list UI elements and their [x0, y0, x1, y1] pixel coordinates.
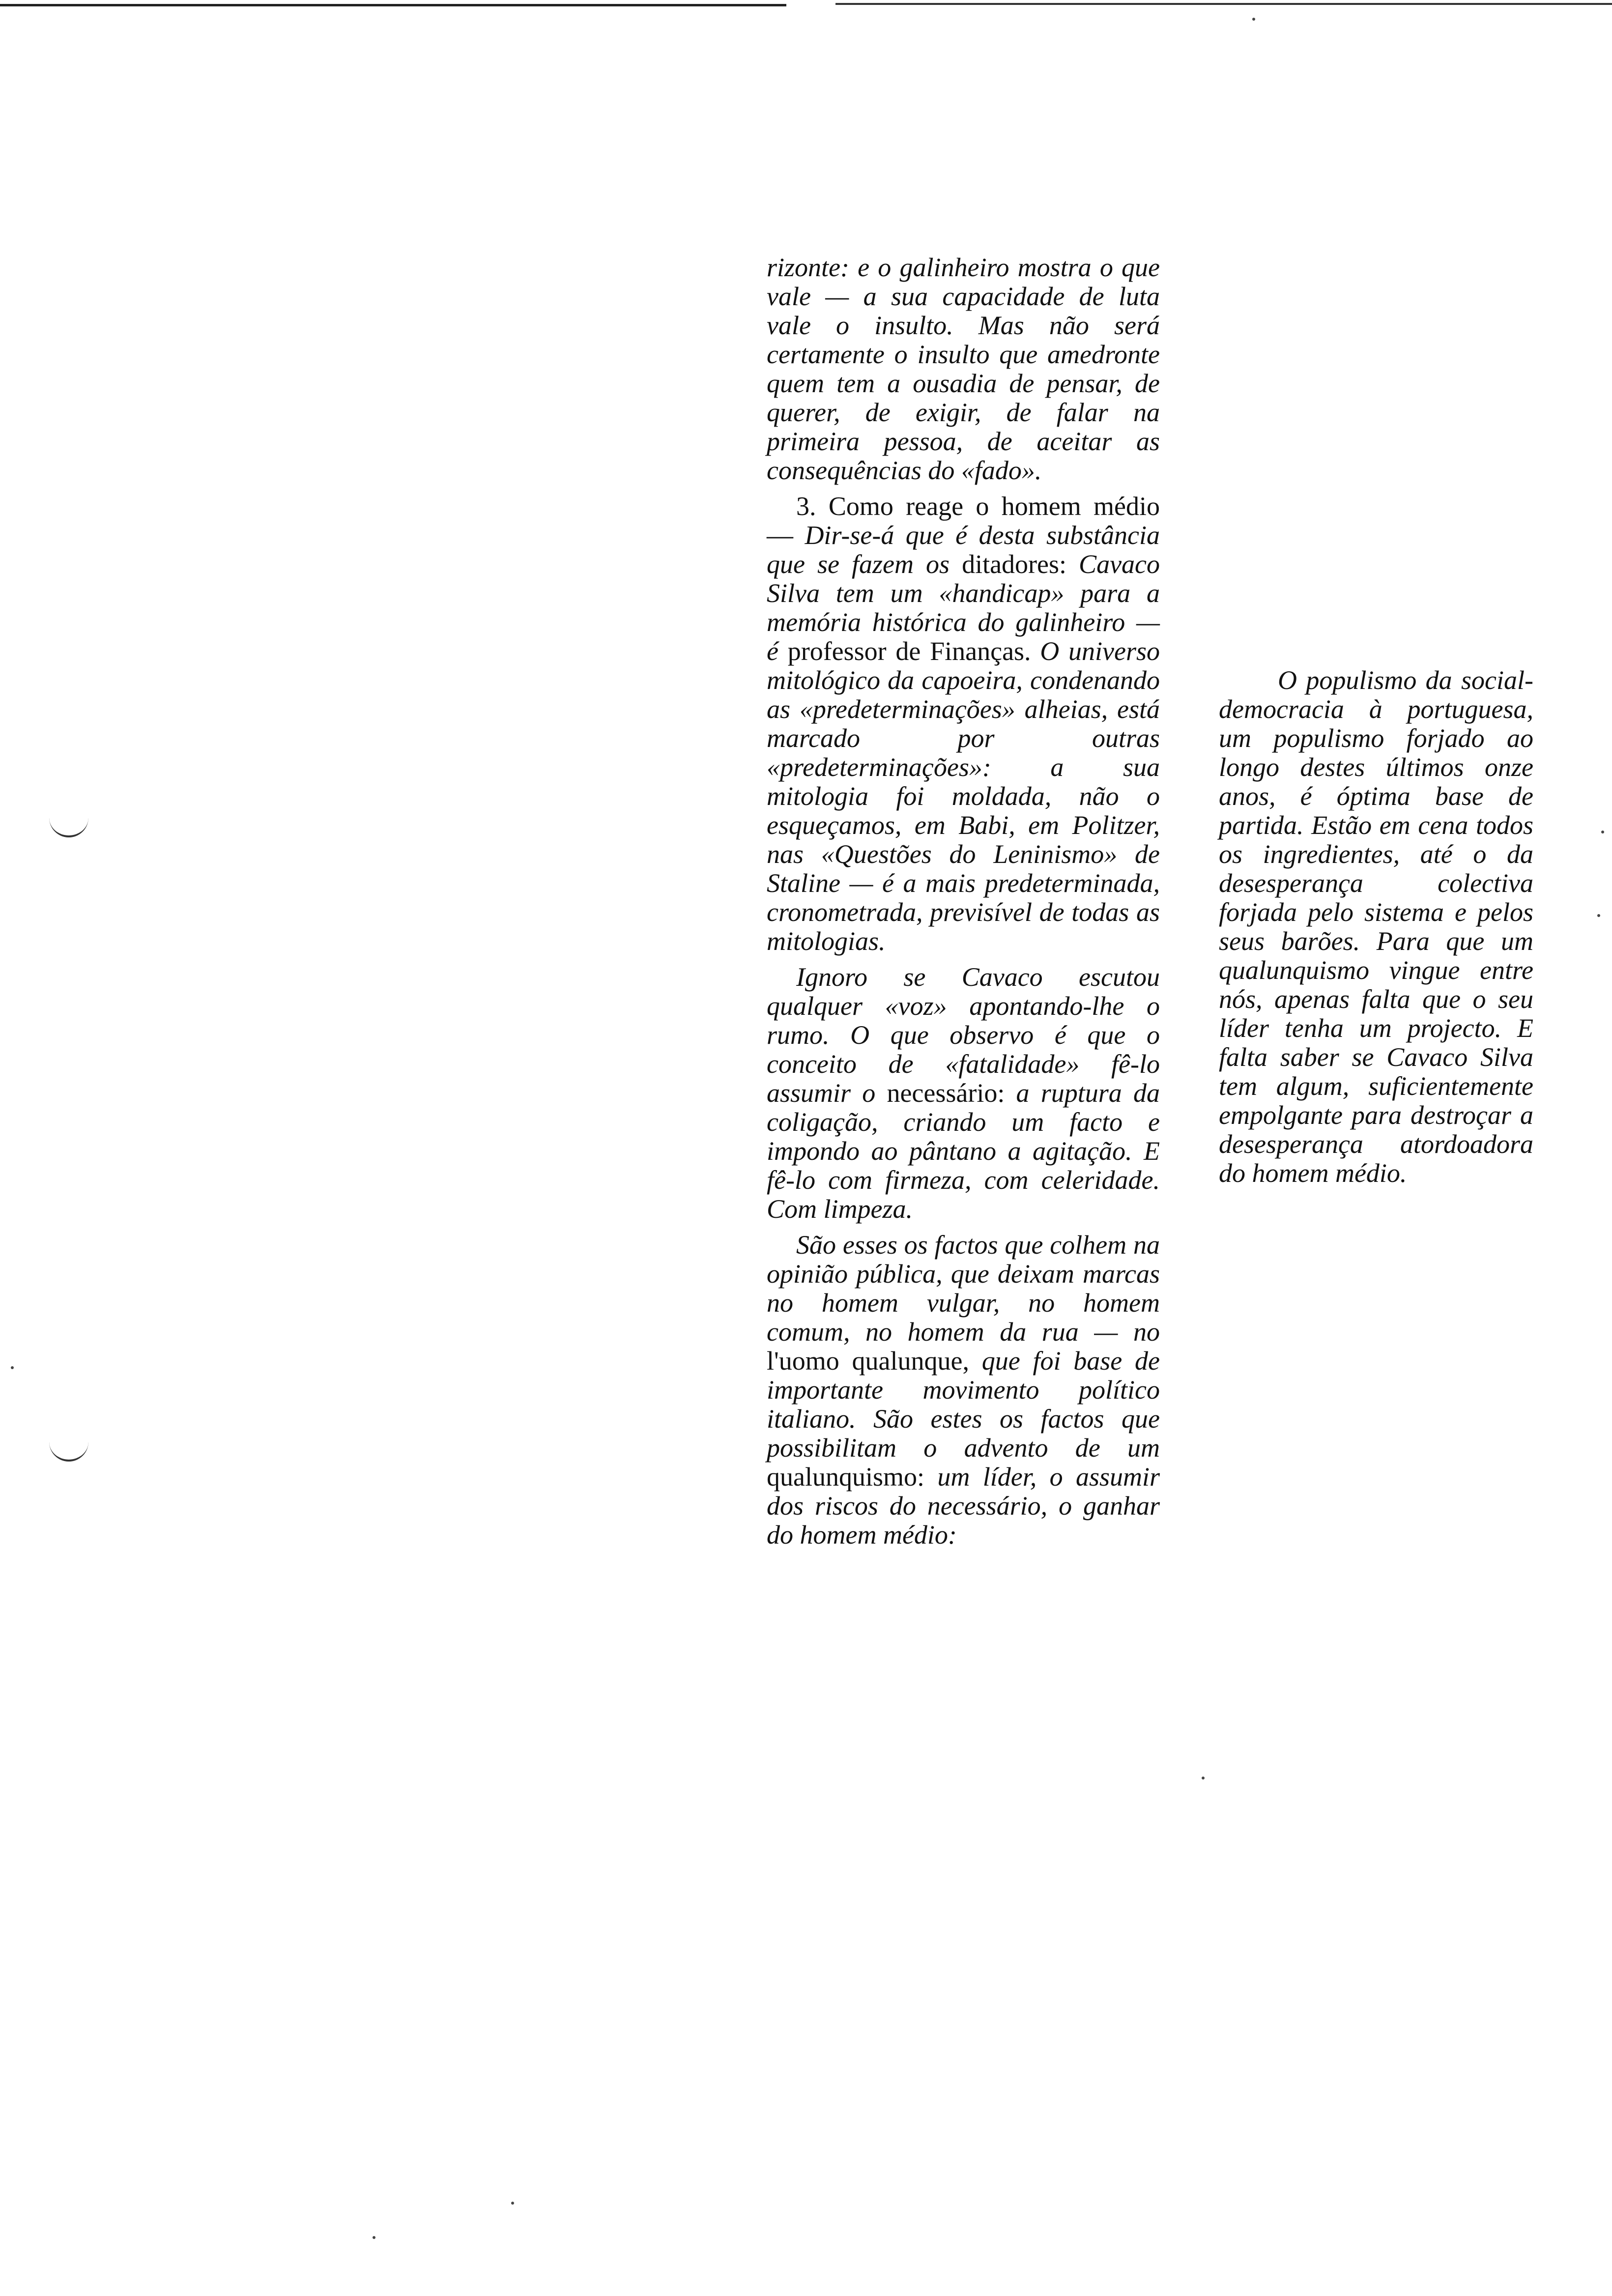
paragraph-text-segment: qualunquismo: — [767, 1462, 938, 1492]
article-column-right — [1219, 666, 1533, 1188]
article-paragraph — [767, 1231, 1160, 1550]
scan-edge-rule — [835, 3, 1612, 5]
paragraph-text-segment: Cavaco Silva tem um «handicap» para a memória histórica do galinheiro — é — [767, 549, 1160, 666]
paragraph-text-segment: O universo mitológico da capoeira, condenando as «predeterminações» alheias, está marcado por outras «predeterminações»: a sua mitologia foi moldada, não o esqueçamos, em Babi, em Politzer, nas «Questões do Leninismo» de Staline — é a mais predeterminada, cronometrada, previsível de todas as mitologias. — [767, 636, 1160, 956]
pull-quote-text: O populismo da social-democracia à portuguesa, um populismo forjado ao longo destes últimos onze anos, é óptima base de partida. Estão em cena todos os ingredientes, até o da desesperança colectiva forjada pelo sistema e pelos seus barões. Para que um qualunquismo vingue entre nós, apenas falta que o seu líder tenha um projecto. E falta saber se Cavaco Silva tem algum, suficientemente empolgante para destroçar a desesperança atordoadora do homem médio. — [1219, 665, 1533, 1188]
article-column-left — [767, 253, 1160, 1556]
scan-speck — [11, 1366, 14, 1369]
scan-edge-rule — [0, 4, 786, 6]
paragraph-text-segment: São esses os factos que colhem na opinião pública, que deixam marcas no homem vulgar, no homem comum, no homem da rua — no — [767, 1230, 1160, 1347]
scan-speck — [373, 2236, 375, 2239]
paragraph-text-segment: 3. Como reage o homem médio — — [767, 491, 1160, 550]
paragraph-text-segment: um líder, o — [937, 1462, 1076, 1492]
paragraph-text-segment: Ignoro se Cavaco escutou qualquer «voz» apontando-lhe o rumo. O que observo é que o conceito de «fatalidade» fê-lo assumir o — [767, 962, 1160, 1108]
punch-hole-mark — [49, 816, 88, 837]
article-paragraph — [767, 253, 1160, 485]
scan-speck — [1252, 18, 1255, 21]
scan-speck — [1202, 1777, 1205, 1779]
paragraph-text-segment: Dir-se-á que é desta substância que se fazem os — [767, 520, 1160, 579]
scan-speck — [1601, 831, 1604, 833]
punch-hole-mark — [49, 1440, 88, 1462]
paragraph-text-segment: assumir dos riscos do necessário, o ganhar do homem médio: — [767, 1462, 1160, 1550]
scan-speck — [511, 2202, 514, 2205]
paragraph-text-segment: necessário: — [887, 1078, 1016, 1108]
paragraph-text-segment: ditadores: — [962, 549, 1079, 579]
paragraph-text-segment: professor de Finanças. — [787, 636, 1040, 666]
paragraph-text-segment: l'uomo qualunque, — [767, 1346, 982, 1376]
paragraph-text-segment: rizonte: e o galinheiro mostra o que vale — a sua capacidade de luta vale o insulto. Mas não será certamente o insulto que amedronte quem tem a ousadia de pensar, de querer, de exigir, de falar na primeira pessoa, de aceitar as consequências do «fado». — [767, 253, 1160, 485]
article-paragraph — [767, 963, 1160, 1224]
article-paragraph — [767, 492, 1160, 956]
paragraph-text-segment: a ruptura da coligação, criando um facto e impondo ao pântano a agitação. E fê-lo com firmeza, com celeridade. Com limpeza. — [767, 1078, 1160, 1224]
paragraph-text-segment: que foi base de importante movimento político italiano. São estes os factos que possibilitam o advento de um — [767, 1346, 1160, 1463]
scan-speck — [1597, 914, 1600, 917]
